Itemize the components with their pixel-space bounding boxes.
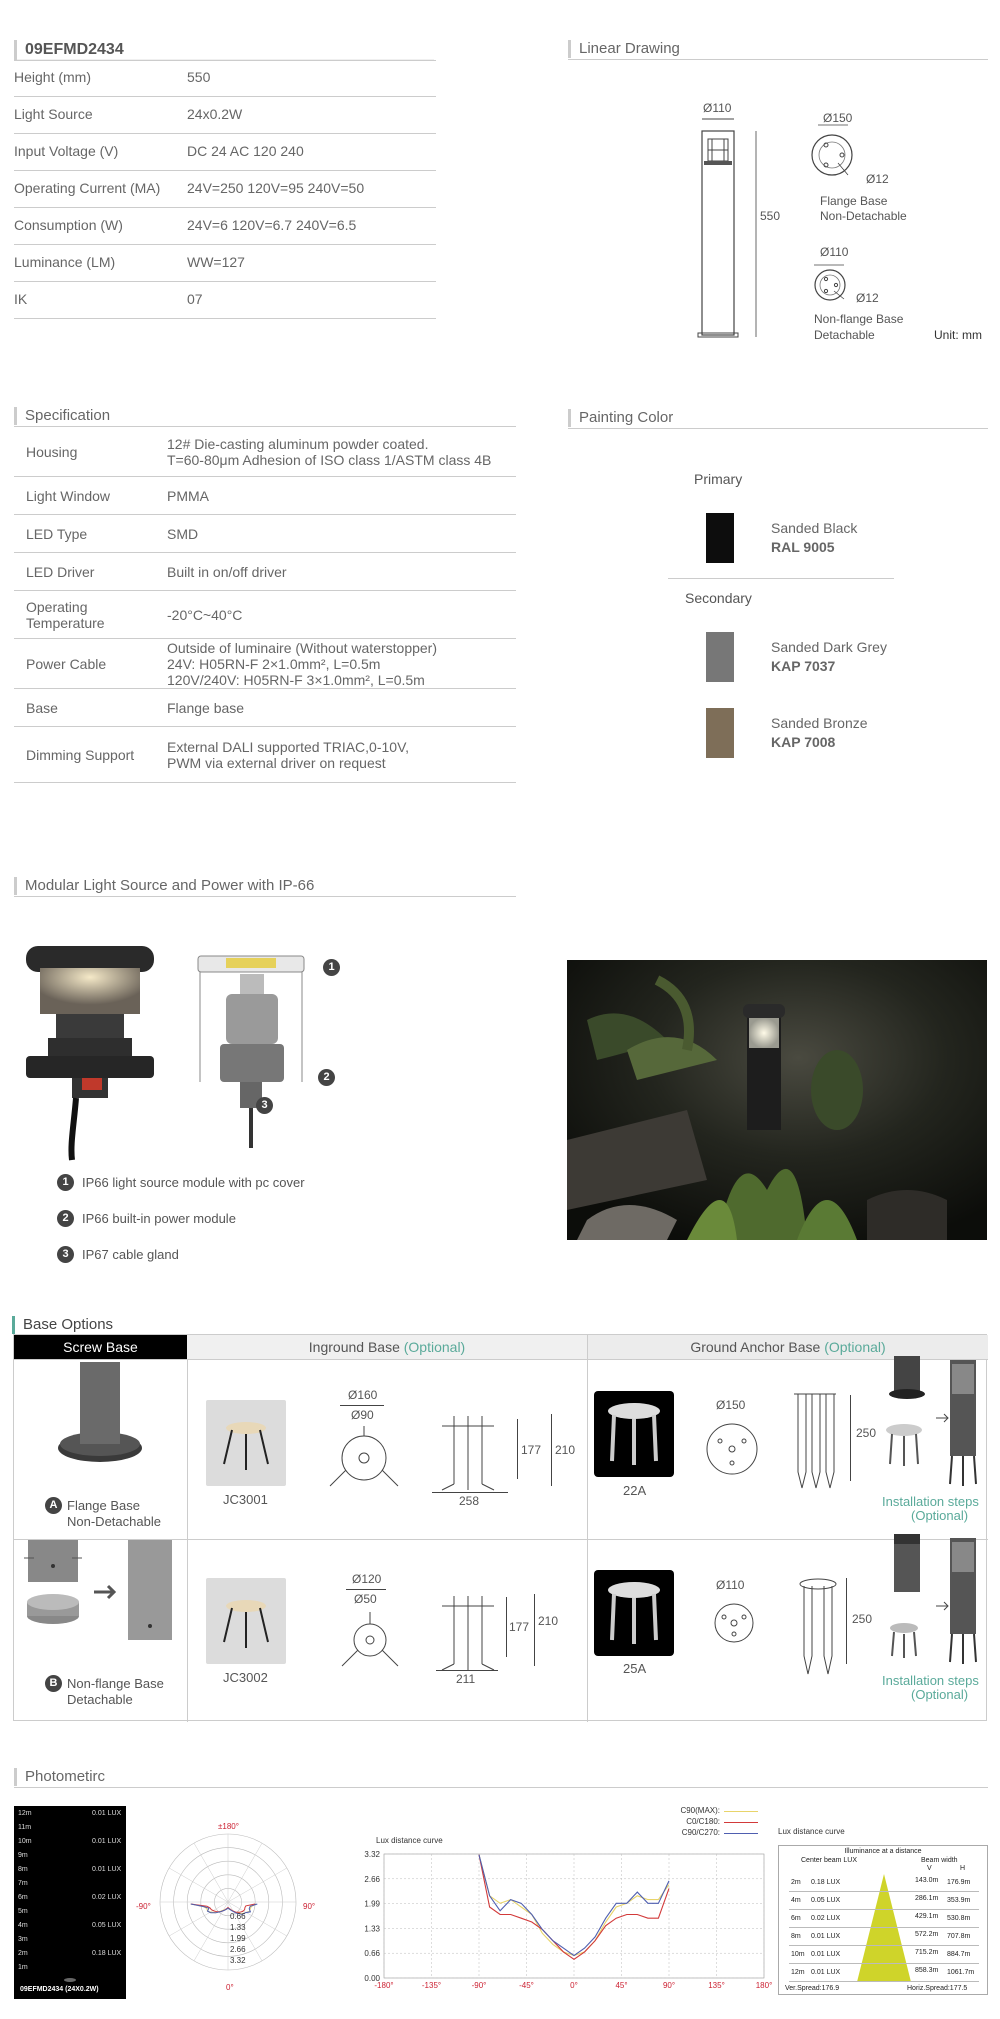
beam-panel — [14, 1806, 126, 1999]
beam-width-label: Beam width — [921, 1857, 958, 1864]
row-b-inground-code: JC3002 — [223, 1670, 268, 1685]
row-a-install-label-1: Installation steps — [882, 1494, 979, 1509]
beam-lux-label: 0.01 LUX — [92, 1866, 122, 1873]
attribute-row — [14, 282, 436, 319]
illuminance-title: Illuminance at a distance — [844, 1848, 922, 1855]
attribute-value: 24V=250 120V=95 240V=50 — [187, 180, 365, 196]
illum-v: 429.1m — [915, 1913, 939, 1920]
illum-v: 143.0m — [915, 1877, 939, 1884]
legend-number: 1 — [57, 1174, 74, 1191]
illum-h: 176.9m — [947, 1879, 971, 1886]
illum-lux: 0.01 LUX — [811, 1951, 841, 1958]
illum-distance: 12m — [791, 1969, 805, 1976]
painting-color-title: Painting Color — [568, 409, 673, 427]
badge-a: A — [45, 1497, 62, 1514]
legend-series-name: C90(MAX): — [680, 1806, 720, 1815]
row-b-anchor-top-view — [712, 1601, 756, 1645]
legend-number: 3 — [57, 1246, 74, 1263]
beam-panel-footer: 09EFMD2434 (24X0.2W) — [20, 1986, 99, 1993]
spec-value: Flange base — [167, 700, 245, 716]
illuminance-row — [789, 1928, 979, 1946]
chart-title: Lux distance curve — [376, 1836, 443, 1845]
row-a-label-1: Flange Base — [67, 1498, 140, 1513]
illum-distance: 6m — [791, 1915, 801, 1922]
legend-swatch — [724, 1811, 758, 1812]
nonflange-label-1: Non-flange Base — [814, 312, 904, 326]
spec-value: 12# Die-casting aluminum powder coated. T=60-80μm Adhesion of ISO class 1/ASTM class 4B — [167, 436, 492, 468]
chart-xtick: 45° — [615, 1981, 628, 1990]
spec-label: Operating Temperature — [26, 599, 105, 631]
beam-lux-label: 0.01 LUX — [92, 1838, 122, 1845]
spec-label: Housing — [26, 444, 78, 460]
row-a-label-2: Non-Detachable — [67, 1514, 161, 1529]
illum-v: 858.3m — [915, 1967, 939, 1974]
row-b-width: 211 — [456, 1672, 476, 1686]
polar-ring-label: 1.33 — [230, 1923, 246, 1932]
jc3002-photo — [206, 1578, 286, 1664]
legend-series-name: C0/C180: — [686, 1817, 720, 1826]
base-options-title: Base Options — [12, 1316, 113, 1334]
beam-distance-label: 8m — [18, 1866, 28, 1873]
polar-diagram — [148, 1830, 308, 1980]
beam-lux-label: 0.05 LUX — [92, 1922, 122, 1929]
illum-distance: 10m — [791, 1951, 805, 1958]
specification-title: Specification — [14, 407, 110, 425]
primary-label: Primary — [694, 471, 743, 487]
illum-lux: 0.01 LUX — [811, 1933, 841, 1940]
color-name-dark-grey: Sanded Dark Grey KAP 7037 — [771, 639, 887, 674]
illum-lux: 0.01 LUX — [811, 1969, 841, 1976]
spec-value: PMMA — [167, 488, 209, 504]
polar-ring-label: 1.99 — [230, 1934, 246, 1943]
drawing-height: 550 — [760, 209, 781, 223]
illuminance-row — [789, 1910, 979, 1928]
drawing-top-diameter: Ø110 — [703, 101, 732, 115]
row-a-210-rule — [551, 1414, 552, 1486]
spec-value: Outside of luminaire (Without waterstopper) 24V: H05RN-F 2×1.0mm², L=0.5m 120V/240V: H05RN-F 3×1.0mm², L=0.5m — [167, 640, 437, 688]
row-a-177: 177 — [521, 1443, 542, 1457]
col-header-screw: Screw Base — [14, 1335, 187, 1359]
spec-value: SMD — [167, 526, 199, 542]
spec-label: Light Window — [26, 488, 111, 504]
h-label: H — [960, 1865, 966, 1872]
legend-swatch — [724, 1822, 758, 1823]
lux-distance-chart — [350, 1848, 773, 2004]
illum-lux: 0.02 LUX — [811, 1915, 841, 1922]
spec-row — [14, 427, 516, 477]
row-a-width-rule — [432, 1492, 508, 1493]
illuminance-row — [789, 1946, 979, 1964]
illum-distance: 8m — [791, 1933, 801, 1940]
row-b-install-steps — [880, 1532, 984, 1666]
illum-distance: 2m — [791, 1879, 801, 1886]
row-b-anchor-code: 25A — [623, 1661, 647, 1676]
row-a-anchor-height: 250 — [856, 1426, 877, 1440]
polar-spoke — [228, 1868, 287, 1902]
chart-ytick: 1.33 — [364, 1924, 380, 1934]
row-a-anchor-dia: Ø150 — [716, 1398, 746, 1412]
row-b-210: 210 — [538, 1614, 559, 1628]
row-b-label-1: Non-flange Base — [67, 1676, 164, 1691]
beam-distance-label: 7m — [18, 1880, 28, 1887]
attribute-label: Height (mm) — [14, 69, 92, 85]
spec-row — [14, 639, 516, 689]
chart-xtick: -45° — [519, 1981, 534, 1990]
spec-row — [14, 515, 516, 553]
swatch-bronze — [706, 708, 734, 758]
row-b-250-rule — [846, 1578, 847, 1664]
illum-h: 1061.7m — [947, 1969, 975, 1976]
attribute-value: WW=127 — [187, 254, 245, 270]
secondary-label: Secondary — [685, 590, 752, 606]
flange-label-2: Non-Detachable — [820, 209, 907, 223]
polar-left-label: -90° — [136, 1902, 151, 1911]
attribute-row — [14, 171, 436, 208]
chart-ytick: 2.66 — [364, 1874, 380, 1884]
beam-distance-label: 12m — [18, 1810, 32, 1817]
spec-label: LED Type — [26, 526, 88, 542]
row-b-install-label-2: (Optional) — [911, 1687, 969, 1702]
light-module-photo — [26, 944, 160, 1160]
color-name-black: Sanded Black RAL 9005 — [771, 520, 858, 555]
polar-ring-label: 0.66 — [230, 1912, 246, 1921]
polar-right-label: 90° — [303, 1902, 316, 1911]
polar-top-label: ±180° — [218, 1822, 239, 1831]
power-module-drawing — [196, 952, 336, 1152]
legend-text: IP66 built-in power module — [82, 1211, 236, 1226]
legend-text: IP66 light source module with pc cover — [82, 1175, 305, 1190]
callout-1: 1 — [323, 959, 340, 976]
legend-series-name: C90/C270: — [681, 1828, 720, 1837]
chart-xtick: -135° — [421, 1981, 442, 1990]
row-b-dia-rule — [346, 1589, 386, 1590]
spec-value: External DALI supported TRIAC,0-10V, PWM via external driver on request — [167, 739, 410, 771]
painting-color-rule — [568, 428, 988, 429]
attribute-row — [14, 134, 436, 171]
legend-number: 2 — [57, 1210, 74, 1227]
attribute-row — [14, 245, 436, 282]
beam-distance-label: 6m — [18, 1894, 28, 1901]
beam-distance-label: 2m — [18, 1950, 28, 1957]
beam-lux-label: 0.01 LUX — [92, 1810, 122, 1817]
row-a-250-rule — [850, 1395, 851, 1481]
chart-xtick: -180° — [374, 1981, 394, 1990]
chart-ytick: 1.99 — [364, 1899, 380, 1909]
attribute-value: 07 — [187, 291, 203, 307]
chart-xtick: -90° — [471, 1981, 487, 1990]
row-a-dia-inner: Ø90 — [351, 1408, 374, 1422]
row-a-anchor-code: 22A — [623, 1483, 647, 1498]
illum-v: 572.2m — [915, 1931, 939, 1938]
beam-distance-label: 4m — [18, 1922, 28, 1929]
row-b-inground-top-view — [336, 1610, 406, 1674]
anchor-22a-photo — [594, 1391, 674, 1477]
product-code: 09EFMD2434 — [14, 40, 434, 60]
attribute-value: 24x0.2W — [187, 106, 243, 122]
polar-spoke — [169, 1902, 228, 1936]
spec-row — [14, 727, 516, 783]
linear-drawing-title: Linear Drawing — [568, 40, 680, 58]
attribute-value: 24V=6 120V=6.7 240V=6.5 — [187, 217, 357, 233]
polar-ring-label: 3.32 — [230, 1956, 246, 1965]
illum-lux: 0.18 LUX — [811, 1879, 841, 1886]
garden-scene-photo — [567, 960, 987, 1240]
ver-spread: Ver.Spread:176.9 — [785, 1985, 840, 1992]
spec-value: -20°C~40°C — [167, 607, 243, 623]
chart-ytick: 0.00 — [364, 1974, 380, 1983]
illum-h: 884.7m — [947, 1951, 971, 1958]
unit-label: Unit: mm — [934, 328, 982, 342]
chart-series-line — [479, 1855, 669, 1956]
center-beam-label: Center beam LUX — [801, 1857, 858, 1864]
legend-text: IP67 cable gland — [82, 1247, 179, 1262]
callout-2: 2 — [318, 1069, 335, 1086]
beam-lux-label: 0.02 LUX — [92, 1894, 122, 1901]
spec-label: LED Driver — [26, 564, 95, 580]
jc3001-photo — [206, 1400, 286, 1486]
chart-ytick: 0.66 — [364, 1949, 380, 1959]
nonflange-base-photo — [24, 1540, 174, 1660]
beam-distance-label: 9m — [18, 1852, 28, 1859]
spec-row — [14, 591, 516, 639]
chart-xtick: 0° — [570, 1981, 578, 1990]
spec-label: Base — [26, 700, 58, 716]
row-b-dia-outer: Ø120 — [352, 1572, 382, 1586]
row-b-anchor-side-view — [796, 1578, 840, 1678]
beam-distance-label: 5m — [18, 1908, 28, 1915]
attribute-label: Consumption (W) — [14, 217, 123, 233]
beam-distance-label: 10m — [18, 1838, 32, 1845]
polar-ring-label: 2.66 — [230, 1945, 246, 1954]
row-a-177-rule — [517, 1419, 518, 1479]
primary-divider — [668, 578, 894, 579]
attribute-value: DC 24 AC 120 240 — [187, 143, 304, 159]
beam-distance-label: 3m — [18, 1936, 28, 1943]
attribute-label: Input Voltage (V) — [14, 143, 119, 159]
polar-bottom-label: 0° — [226, 1983, 234, 1992]
attribute-label: Light Source — [14, 106, 93, 122]
beam-distance-label: 11m — [18, 1824, 32, 1831]
nonflange-label-2: Detachable — [814, 328, 875, 342]
spec-label: Power Cable — [26, 656, 107, 672]
chart-series-line — [479, 1855, 669, 1956]
row-a-inground-code: JC3001 — [223, 1492, 268, 1507]
swatch-black — [706, 513, 734, 563]
attribute-label: Operating Current (MA) — [14, 180, 161, 196]
spec-value: Built in on/off driver — [167, 564, 287, 580]
badge-b: B — [45, 1675, 62, 1692]
photometric-rule — [14, 1787, 988, 1788]
attribute-row — [14, 97, 436, 134]
row-a-install-label-2: (Optional) — [911, 1508, 969, 1523]
row-b-label-2: Detachable — [67, 1692, 133, 1707]
attribute-row — [14, 208, 436, 245]
linear-drawing-rule — [568, 59, 988, 60]
row-b-width-rule — [436, 1670, 498, 1671]
illuminance-label: Lux distance curve — [778, 1827, 845, 1836]
row-a-dia-rule — [340, 1405, 384, 1406]
row-a-anchor-side-view — [786, 1392, 846, 1492]
flange-label-1: Flange Base — [820, 194, 888, 208]
polar-spoke — [169, 1868, 228, 1902]
nonflange-hole: Ø12 — [856, 291, 879, 305]
col-header-inground: Inground Base (Optional) — [187, 1335, 587, 1359]
beam-lux-label: 0.18 LUX — [92, 1950, 122, 1957]
beam-spot — [64, 1978, 76, 1982]
row-b-210-rule — [534, 1594, 535, 1666]
illum-distance: 4m — [791, 1897, 801, 1904]
hor-spread: Horiz.Spread:177.5 — [907, 1985, 968, 1992]
row-a-anchor-top-view — [704, 1421, 760, 1477]
chart-xtick: 90° — [662, 1981, 676, 1990]
chart-xtick: 135° — [708, 1981, 725, 1990]
spec-row — [14, 477, 516, 515]
illuminance-row — [789, 1964, 979, 1982]
row-a-install-steps — [880, 1354, 984, 1488]
row-a-width: 258 — [459, 1494, 480, 1508]
attribute-value: 550 — [187, 69, 211, 85]
row-b-177: 177 — [509, 1620, 530, 1634]
flange-base-photo — [56, 1362, 144, 1472]
spec-row — [14, 553, 516, 591]
polar-spoke — [228, 1843, 262, 1902]
beam-distance-label: 1m — [18, 1964, 28, 1971]
row-b-anchor-dia: Ø110 — [716, 1578, 745, 1592]
callout-3: 3 — [256, 1097, 273, 1114]
color-name-bronze: Sanded Bronze KAP 7008 — [771, 715, 868, 750]
illum-v: 715.2m — [915, 1949, 939, 1956]
spec-row — [14, 689, 516, 727]
polar-spoke — [194, 1843, 228, 1902]
illuminance-table — [778, 1845, 988, 1995]
flange-diameter: Ø150 — [823, 111, 853, 125]
row-b-dia-inner: Ø50 — [354, 1592, 377, 1606]
illum-h: 353.9m — [947, 1897, 971, 1904]
illuminance-row — [789, 1874, 979, 1892]
attribute-row — [14, 60, 436, 97]
nonflange-diameter: Ø110 — [820, 245, 849, 259]
illum-h: 707.8m — [947, 1933, 971, 1940]
swatch-dark-grey — [706, 632, 734, 682]
row-a-210: 210 — [555, 1443, 576, 1457]
illuminance-row — [789, 1892, 979, 1910]
legend-swatch — [724, 1833, 758, 1834]
v-label: V — [927, 1865, 932, 1872]
photometric-title: Photometirc — [14, 1768, 105, 1786]
row-b-inground-side-view — [432, 1594, 512, 1674]
row-a-inground-side-view — [432, 1414, 512, 1494]
illum-lux: 0.05 LUX — [811, 1897, 841, 1904]
illum-v: 286.1m — [915, 1895, 939, 1902]
spec-label: Dimming Support — [26, 747, 135, 763]
row-b-install-label-1: Installation steps — [882, 1673, 979, 1688]
chart-xtick: 180° — [755, 1981, 773, 1990]
chart-ytick: 3.32 — [364, 1850, 380, 1859]
modular-rule — [14, 896, 516, 897]
anchor-25a-photo — [594, 1570, 674, 1656]
col-header-anchor: Ground Anchor Base (Optional) — [587, 1335, 988, 1359]
modular-title: Modular Light Source and Power with IP-66 — [14, 877, 314, 895]
illum-h: 530.8m — [947, 1915, 971, 1922]
attribute-label: Luminance (LM) — [14, 254, 116, 270]
attribute-label: IK — [14, 291, 28, 307]
row-a-inground-top-view — [326, 1424, 406, 1494]
flange-hole: Ø12 — [866, 172, 889, 186]
row-b-anchor-height: 250 — [852, 1612, 873, 1626]
row-a-dia-outer: Ø160 — [348, 1388, 378, 1402]
row-b-177-rule — [506, 1597, 507, 1657]
